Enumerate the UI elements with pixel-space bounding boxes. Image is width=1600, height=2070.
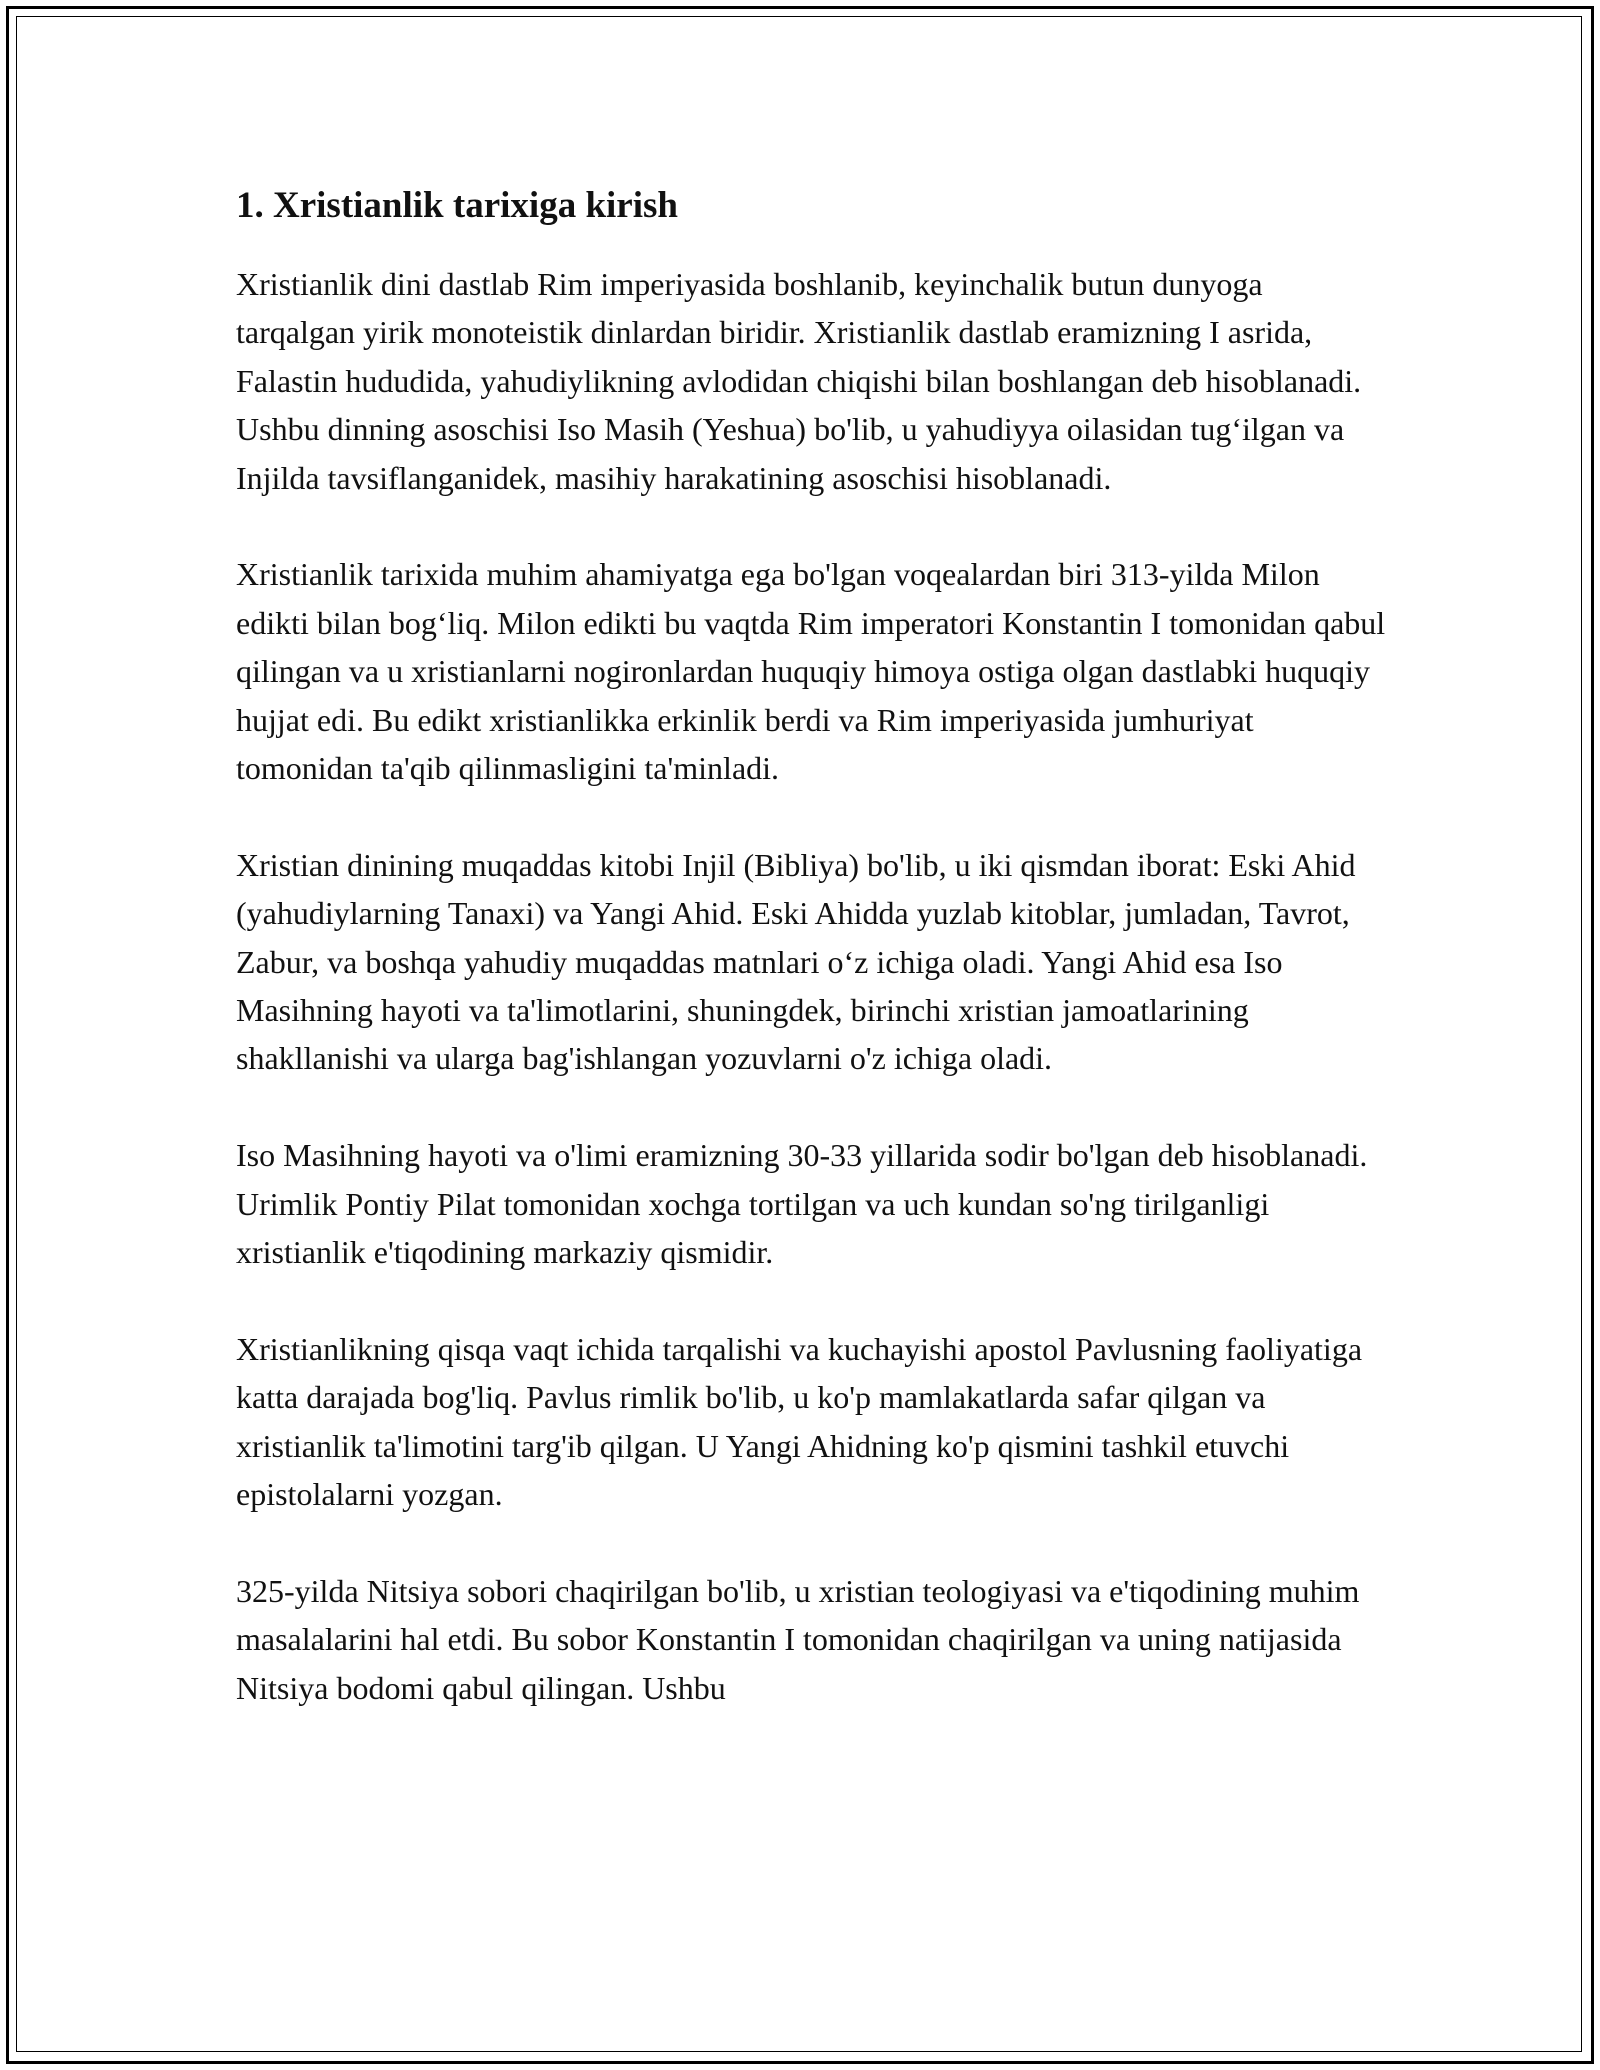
paragraph-bible: Xristian dinining muqaddas kitobi Injil (Bibliya) bo'lib, u iki qismdan iborat: Eski Ahid (yahudiylarning Tanaxi) va Yangi Ahid. Eski Ahidda yuzlab kitoblar, jumladan, Tavrot, Zabur, va boshqa yahudiy muqaddas matnlari o‘z ichiga oladi. Yangi Ahid esa Iso Masihning hayoti va ta'limotlarini, shuningdek, birinchi xristian jamoatlarining shakllanishi va ularga bag'ishlangan yozuvlarni o'z ichiga oladi. bbox=[236, 846, 1356, 1077]
paragraph-milan-edict: Xristianlik tarixida muhim ahamiyatga ega bo'lgan voqealardan biri 313-yilda Milon edikti bilan bog‘liq. Milon edikti bu vaqtda Rim imperatori Konstantin I tomonidan qabul qilingan va u xristianlarni nogironlardan huquqiy himoya ostiga olgan dastlabki huquqiy hujjat edi. Bu edikt xristianlikka erkinlik berdi va Rim imperiyasida jumhuriyat tomonidan ta'qib qilinmasligini ta'minladi. bbox=[236, 556, 1386, 787]
section-title: 1. Xristianlik tarixiga kirish bbox=[236, 185, 678, 226]
paragraph-paul: Xristianlikning qisqa vaqt ichida tarqalishi va kuchayishi apostol Pavlusning faoliyatiga katta darajada bog'liq. Pavlus rimlik bo'lib, u ko'p mamlakatlarda safar qilgan va xristianlik ta'limotini targ'ib qilgan. U Yangi Ahidning ko'p qismini tashkil etuvchi epistolalarni yozgan. bbox=[236, 1330, 1363, 1513]
paragraph-nicaea: 325-yilda Nitsiya sobori chaqirilgan bo'lib, u xristian teologiyasi va e'tiqodining muhim masalalarini hal etdi. Bu sobor Konstantin I tomonidan chaqirilgan va uning natijasida Nitsiya bodomi qabul qilingan. Ushbu bbox=[236, 1572, 1360, 1706]
document-body bbox=[236, 184, 1386, 1761]
paragraph-jesus-life: Iso Masihning hayoti va o'limi eramizning 30-33 yillarida sodir bo'lgan deb hisoblanadi. Urimlik Pontiy Pilat tomonidan xochga tortilgan va uch kundan so'ng tirilganligi xristianlik e'tiqodining markaziy qismidir. bbox=[236, 1137, 1368, 1271]
paragraph-introduction: Xristianlik dini dastlab Rim imperiyasida boshlanib, keyinchalik butun dunyoga tarqalgan yirik monoteistik dinlardan biridir. Xristianlik dastlab eramizning I asrida, Falastin hududida, yahudiylikning avlodidan chiqishi bilan boshlangan deb hisoblanadi. Ushbu dinning asoschisi Iso Masih (Yeshua) bo'lib, u yahudiyya oilasidan tug‘ilgan va Injilda tavsiflanganidek, masihiy harakatining asoschisi hisoblanadi. bbox=[236, 266, 1362, 496]
